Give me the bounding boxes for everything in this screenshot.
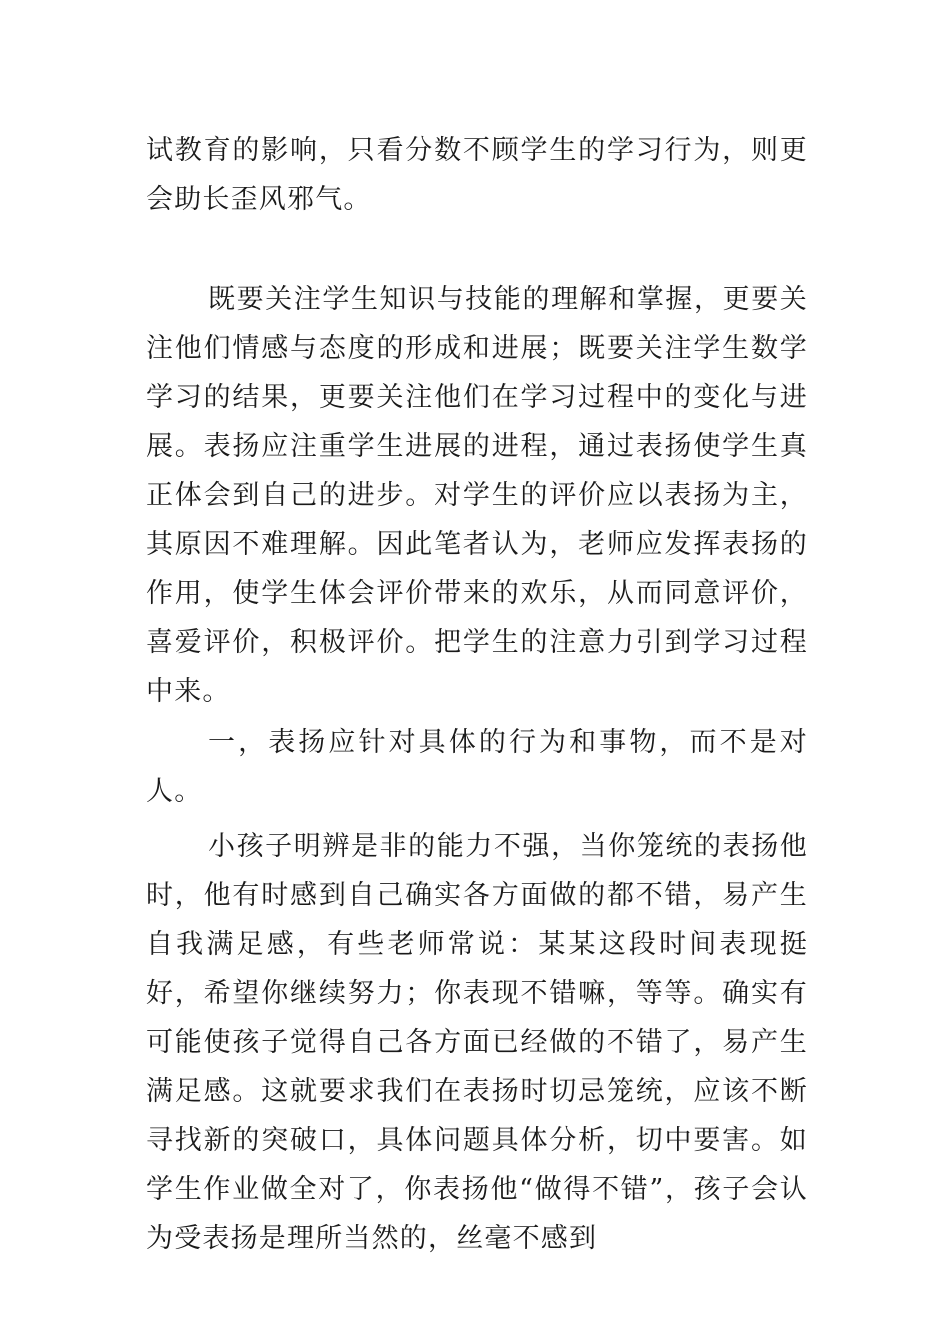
section-heading-one: 一，表扬应针对具体的行为和事物，而不是对人。 [146,727,808,807]
paragraph-continuation: 试教育的影响，只看分数不顾学生的学习行为，则更会助长歪风邪气。 [146,135,808,215]
paragraph-specific-praise: 小孩子明辨是非的能力不强，当你笼统的表扬他时，他有时感到自己确实各方面做的都不错，易产生自我满足感，有些老师常说：某某这段时间表现挺好，希望你继续努力；你表现不错嘛，等等。确实有可能使孩子觉得自己各方面已经做的不错了，易产生满足感。这就要求我们在表扬时切忌笼统，应该不断寻找新的突破口，具体问题具体分析，切中要害。如学生作业做全对了，你表扬他“做得不错”，孩子会认为受表扬是理所当然的，丝毫不感到 [146,831,808,1254]
paragraph-evaluation-focus: 既要关注学生知识与技能的理解和掌握，更要关注他们情感与态度的形成和进展；既要关注学生数学学习的结果，更要关注他们在学习过程中的变化与进展。表扬应注重学生进展的进程，通过表扬使学生真正体会到自己的进步。对学生的评价应以表扬为主，其原因不难理解。因此笔者认为，老师应发挥表扬的作用，使学生体会评价带来的欢乐，从而同意评价，喜爱评价，积极评价。把学生的注意力引到学习过程中来。 [146,284,808,707]
